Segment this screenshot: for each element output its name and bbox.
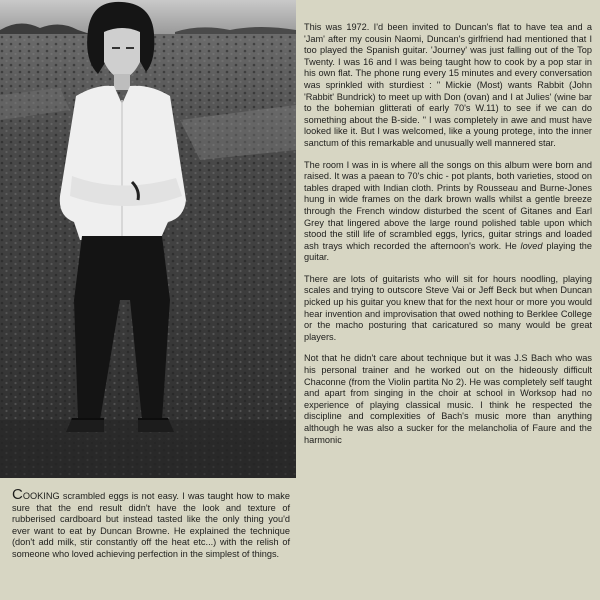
intro-text: OOKING scrambled eggs is not easy. I was taught how to make sure that the end result didn't have the look and texture of rubberised cardboard but instead tasted like the only thing you'd ever want to eat by Duncan Browne. He explained the technique (don't add milk, stir constantly off the heat etc...) with the relish of someone who loved achieving perfection in the simplest of things. xyxy=(12,491,290,559)
right-text-column xyxy=(304,22,592,456)
paragraph-room-ending: playing the guitar. xyxy=(304,240,592,263)
portrait-photo-graphic xyxy=(0,0,296,478)
paragraph-technique: Not that he didn't care about technique but it was J.S Bach who was his personal trainer and he worked out on the hideously difficult Chaconne (from the Violin partita No 2). He was completely self taught and apart from singing in the choir at school in Worksop had no experience of playing classical music. I think he respected the discipline and complexities of Bach's music more than anything although he was also a sucker for the melancholia of Faure and the harmonic xyxy=(304,353,592,445)
intro-text-block xyxy=(12,486,290,571)
paragraph-room-text: The room I was in is where all the songs on this album were born and raised. It was a paean to 70's chic - pot plants, both varieties, stood on tables draped with Indian cloth. Prints by Rousseau and Burne-Jones hung in wide frames on the dark brown walls whilst a gentle breeze through the French window disturbed the scent of Gitanes and Earl Grey that lingered above the large round polished table upon which stood the still life of scrambled eggs, lyrics, guitar strings and loaded ash trays which recorded the afternoon's work. He xyxy=(304,159,592,251)
intro-paragraph xyxy=(12,486,290,561)
paragraph-room-description xyxy=(304,160,592,264)
emphasis-loved: loved xyxy=(520,240,543,251)
paragraph-1972-visit: This was 1972. I'd been invited to Duncan's flat to have tea and a 'Jam' after my cousin Naomi, Duncan's girlfriend had mentioned that I too played the Spanish guitar. 'Journey' was just falling out of the Top Twenty. I was 16 and I was being taught how to cook by a pop star in his own flat. The phone rung every 15 minutes and every conversation was sprinkled with sturdiest : " Mickie (Most) wants Rabbit (John 'Rabbit' Bundrick) to meet up with Don (ovan) and I at Julies' (wine bar to the bohemian glitterati of early 70's W.11) to see if we can do something about the B-side. " I was completely in awe and must have looked like it. But I was welcomed, like a young protege, into the inner sanctum of this remarkable and unusually well mannered star. xyxy=(304,22,592,148)
drop-cap: C xyxy=(12,486,23,503)
portrait-photo xyxy=(0,0,296,478)
paragraph-guitarists: There are lots of guitarists who will sit for hours noodling, playing scales and trying to outscore Steve Vai or Jeff Beck but when Duncan picked up his guitar you knew that for the next hour or more you would hear invention and improvisation that owed nothing to Berklee College or the macho posturing that caricatured so many would be great players. xyxy=(304,273,592,342)
foreground-heather xyxy=(0,420,296,478)
